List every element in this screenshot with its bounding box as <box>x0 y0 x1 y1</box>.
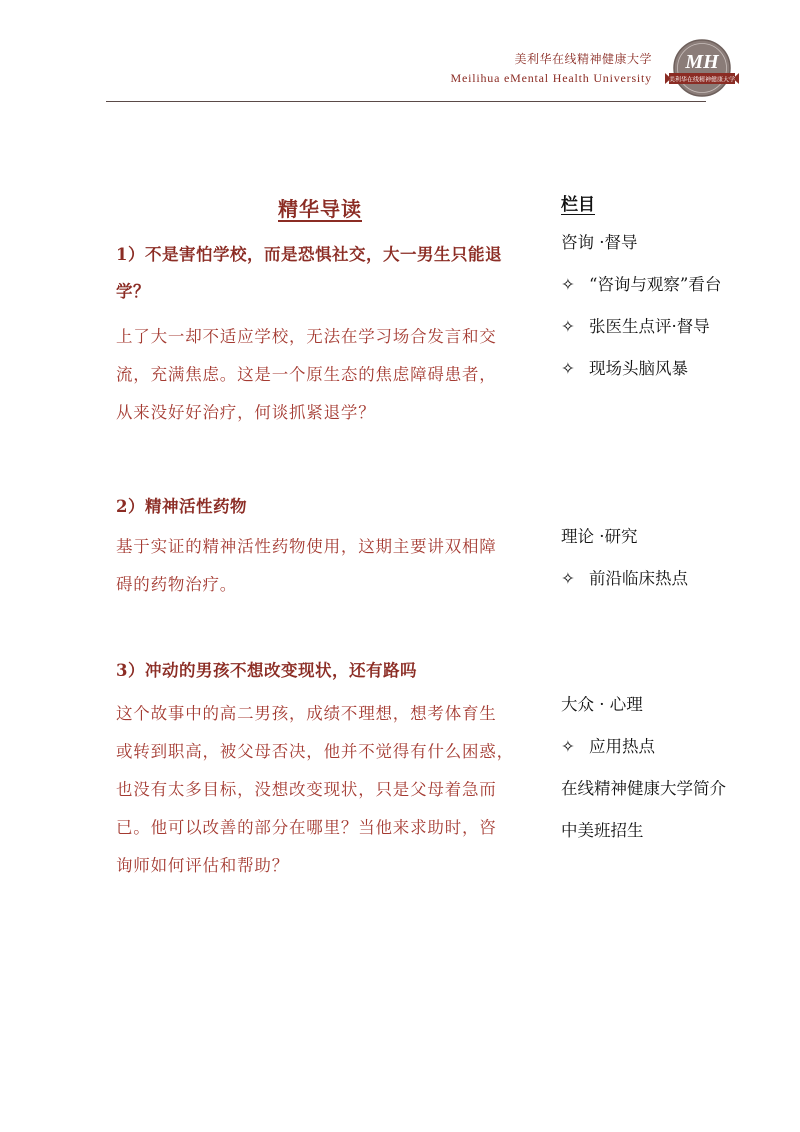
summary-line: 已。他可以改善的部分在哪里？当他来求助时，咨 <box>116 818 497 837</box>
university-name-cn: 美利华在线精神健康大学 <box>514 52 652 66</box>
column-item-label: 应用热点 <box>589 737 655 756</box>
article-2-summary <box>116 528 536 604</box>
summary-line: 上了大一却不适应学校，无法在学习场合发言和交 <box>116 327 497 346</box>
heading-line: 学？ <box>116 282 150 301</box>
star-icon: ✧ <box>561 569 575 588</box>
column-item[interactable] <box>561 348 791 390</box>
star-icon: ✧ <box>561 737 575 756</box>
university-name-en: Meilihua eMental Health University <box>450 71 652 85</box>
summary-line: 基于实证的精神活性药物使用，这期主要讲双相障 <box>116 537 497 556</box>
column-group-label: 咨询 ·督导 <box>561 233 638 252</box>
column-group-public <box>561 684 791 852</box>
svg-text:MH: MH <box>685 51 719 73</box>
column-group-consulting <box>561 222 791 390</box>
column-section-title: 栏目 <box>561 195 595 215</box>
summary-line: 询师如何评估和帮助？ <box>116 856 289 875</box>
article-1-summary <box>116 318 536 432</box>
column-group-label: 大众 · 心理 <box>561 695 643 714</box>
article-3-summary <box>116 695 536 885</box>
summary-line: 流，充满焦虑。这是一个原生态的焦虑障碍患者， <box>116 365 497 384</box>
column-group-label: 理论 ·研究 <box>561 527 638 546</box>
column-item-label: 张医生点评·督导 <box>589 317 710 336</box>
university-logo <box>665 38 739 98</box>
heading-line: 1）不是害怕学校，而是恐惧社交，大一男生只能退 <box>116 245 502 264</box>
heading-line: 2）精神活性药物 <box>116 497 247 516</box>
header-divider <box>106 101 706 102</box>
column-item-label: 前沿临床热点 <box>589 569 688 588</box>
svg-text:美利华在线精神健康大学: 美利华在线精神健康大学 <box>668 76 736 84</box>
column-item[interactable] <box>561 264 791 306</box>
column-group-theory <box>561 516 791 600</box>
heading-line: 3）冲动的男孩不想改变现状，还有路吗 <box>116 661 417 680</box>
star-icon: ✧ <box>561 275 575 294</box>
column-link-intro[interactable]: 在线精神健康大学简介 <box>561 779 726 798</box>
summary-line: 这个故事中的高二男孩，成绩不理想，想考体育生 <box>116 704 497 723</box>
star-icon: ✧ <box>561 359 575 378</box>
column-item-label: “咨询与观察”看台 <box>589 275 722 294</box>
column-item[interactable] <box>561 558 791 600</box>
summary-line: 从来没好好治疗，何谈抓紧退学？ <box>116 403 376 422</box>
article-1-heading <box>116 236 536 310</box>
column-link-admissions[interactable]: 中美班招生 <box>561 821 644 840</box>
article-2-heading <box>116 488 536 525</box>
summary-line: 或转到职高，被父母否决，他并不觉得有什么困惑， <box>116 742 514 761</box>
column-item[interactable] <box>561 306 791 348</box>
page-title: 精华导读 <box>278 197 362 221</box>
star-icon: ✧ <box>561 317 575 336</box>
column-item-label: 现场头脑风暴 <box>589 359 688 378</box>
summary-line: 也没有太多目标，没想改变现状，只是父母着急而 <box>116 780 497 799</box>
summary-line: 碍的药物治疗。 <box>116 575 238 594</box>
article-3-heading <box>116 652 536 689</box>
column-item[interactable] <box>561 726 791 768</box>
